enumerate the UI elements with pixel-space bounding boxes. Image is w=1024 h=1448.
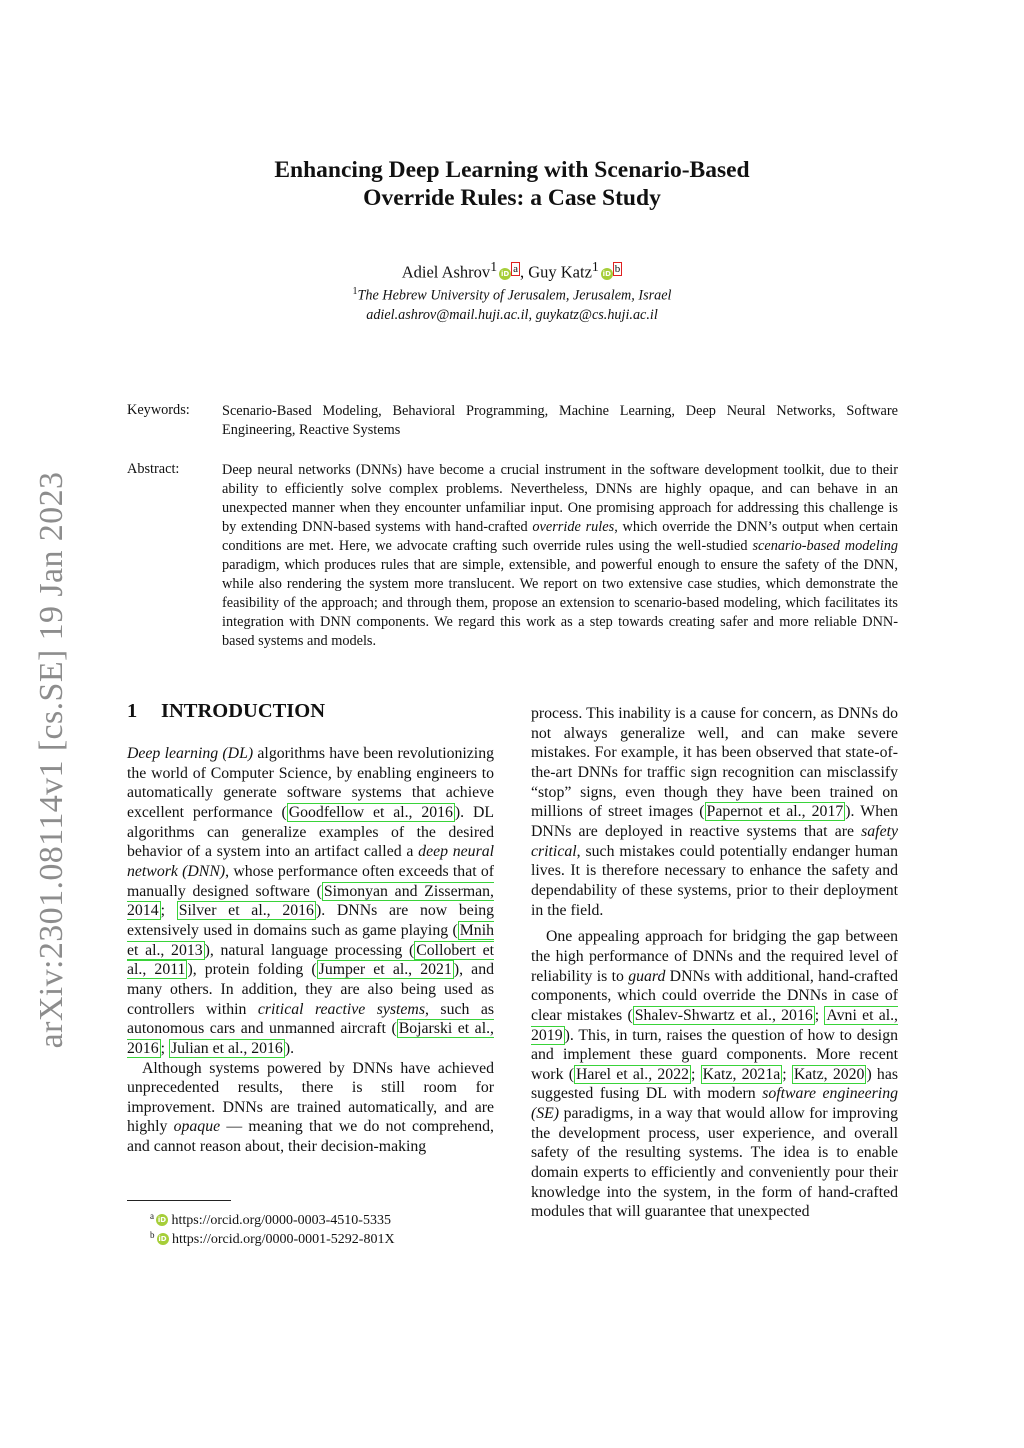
arxiv-id: arXiv:2301.08114v1 [cs.SE] 19 Jan 2023: [33, 471, 70, 1049]
section-heading: [127, 700, 325, 723]
right-column: [531, 704, 898, 1222]
footnote-link[interactable]: b: [614, 262, 621, 275]
title-line-1: Enhancing Deep Learning with Scenario-Based: [274, 157, 750, 183]
arxiv-stamp: [30, 462, 74, 1058]
orcid-url[interactable]: https://orcid.org/0000-0001-5292-801X: [172, 1232, 395, 1247]
paragraph: One appealing approach for bridging the gap between the high performance of DNNs and the required level of reliability is to guard DNNs with additional, hand-crafted components, which could override the DNNs in case of clear mistakes ( Shalev-Shwartz et al., 2016 ; Avni et al., 2019 ). This, in turn, raises the question of how to design and implement these guard components. More recent work ( Harel et al., 2022 ; Katz, 2021a ; Katz, 2020 ) has suggested fusing DL with modern software engineering (SE) paradigms, in a way that would allow for improving the development process, user experience, and overall safety of the resulting systems. The idea is to enable domain experts to efficiently and conveniently pour their knowledge into the system, in the form of hand-crafted modules that will guarantee that unexpected: [531, 928, 899, 1221]
footnote-link[interactable]: a: [513, 262, 518, 275]
author-separator: ,: [519, 262, 529, 282]
orcid-icon[interactable]: iD: [602, 269, 611, 278]
title-line-2: Override Rules: a Case Study: [363, 185, 661, 211]
paragraph: process. This inability is a cause for concern, as DNNs do not always generalize well, and can make severe mistakes. For example, it has been observed that state-of-the-art DNNs for traffic sign recognition can misclassify “stop” signs, even though they have been trained on millions of street images ( Papernot et al., 2017 ). When DNNs are deployed in reactive systems that are safety critical, such mistakes could potentially endanger human lives. It is therefore necessary to enhance the safety and dependability of these systems, prior to their deployment in the field.: [531, 705, 898, 919]
affiliation-block: [150, 282, 874, 325]
citation-link[interactable]: Simonyan and Zisserman, 2014: [127, 882, 494, 920]
author-emails: adiel.ashrov@mail.huji.ac.il, guykatz@cs.huji.ac.il: [366, 306, 658, 323]
footnote-mark: a: [150, 1211, 154, 1221]
paragraph: Deep learning (DL) algorithms have been revolutionizing the world of Computer Science, by enabling engineers to automatically generate software systems that achieve excellent performance ( Goodfellow et al., 2016 ). DL algorithms can generalize examples of the desired behavior of a system into an artifact called a deep neural network (DNN), whose performance often exceeds that of manually designed software ( Simonyan and Zisserman, 2014 ; Silver et al., 2016 ). DNNs are now being extensively used in domains such as game playing ( Mnih et al., 2013 ), natural language processing ( Collobert et al., 2011 ), protein folding ( Jumper et al., 2021 ), and many others. In addition, they are also being used as controllers within critical reactive systems, such as autonomous cars and unmanned aircraft ( Bojarski et al., 2016 ; Julian et al., 2016 ).: [127, 745, 495, 1057]
footnote: [150, 1226, 395, 1249]
keywords-text: Scenario-Based Modeling, Behavioral Programming, Machine Learning, Deep Neural Networks, Software Engineering, Reactive Systems: [222, 403, 898, 438]
section-number: 1: [127, 700, 138, 722]
paragraph: Although systems powered by DNNs have achieved unprecedented results, there is still room for improvement. DNNs are trained automatically, and are highly opaque — meaning that we do not comprehend, and cannot reason about, their decision-making: [127, 1059, 495, 1156]
citation-link[interactable]: Katz, 2020: [793, 1065, 865, 1083]
citation-link[interactable]: Papernot et al., 2017: [706, 803, 844, 821]
citation-link[interactable]: Katz, 2021a: [702, 1065, 781, 1083]
citation-link[interactable]: Julian et al., 2016: [170, 1039, 283, 1057]
citation-link[interactable]: Goodfellow et al., 2016: [288, 803, 453, 821]
orcid-url[interactable]: https://orcid.org/0000-0003-4510-5335: [171, 1213, 391, 1228]
author-name: Adiel Ashrov: [401, 262, 491, 282]
abstract-text: Deep neural networks (DNNs) have become a crucial instrument in the software development toolkit, due to their ability to efficiently solve complex problems. Nevertheless, DNNs are highly opaque, and can behave in an unexpected manner when they encounter unfamiliar input. One promising approach for addressing this challenge is by extending DNN-based systems with hand-crafted override rules, which override the DNN’s output when certain conditions are met. Here, we advocate crafting such override rules using the well-studied scenario-based modeling paradigm, which produces rules that are simple, extensible, and powerful enough to ensure the safety of the DNN, while also rendering the system more translucent. We report on two extensive case studies, which demonstrate the feasibility of the approach; and through them, propose an extension to scenario-based modeling, which facilitates its integration with DNN components. We regard this work as a step towards creating safer and more reliable DNN-based systems and models.: [222, 462, 898, 649]
citation-link[interactable]: Harel et al., 2022: [575, 1065, 689, 1083]
citation-link[interactable]: Shalev-Shwartz et al., 2016: [634, 1006, 813, 1024]
citation-link[interactable]: Collobert et al., 2011: [127, 941, 494, 979]
orcid-icon: iD: [157, 1216, 167, 1224]
affil-mark: 1: [490, 259, 498, 274]
left-column: [127, 744, 494, 1157]
citation-link[interactable]: Mnih et al., 2013: [127, 921, 494, 959]
author-name: Guy Katz: [528, 262, 592, 282]
orcid-icon[interactable]: iD: [500, 269, 510, 278]
citation-link[interactable]: Avni et al., 2019: [531, 1006, 899, 1044]
footnote-mark: b: [150, 1230, 155, 1240]
keywords-label: Keywords:: [127, 402, 190, 418]
citation-link[interactable]: Jumper et al., 2021: [318, 961, 452, 979]
section-title: INTRODUCTION: [161, 700, 326, 722]
citation-link[interactable]: Silver et al., 2016: [178, 902, 314, 920]
affiliation-text: The Hebrew University of Jerusalem, Jerusalem, Israel: [357, 287, 672, 304]
footnote-rule: [127, 1200, 231, 1201]
citation-link[interactable]: Bojarski et al., 2016: [127, 1020, 494, 1057]
orcid-icon: iD: [158, 1235, 167, 1243]
affil-mark: 1: [352, 286, 358, 297]
paper-title: [150, 156, 874, 212]
affil-mark: 1: [591, 259, 599, 274]
author-list: [150, 256, 874, 284]
abstract-label: Abstract:: [127, 461, 180, 477]
